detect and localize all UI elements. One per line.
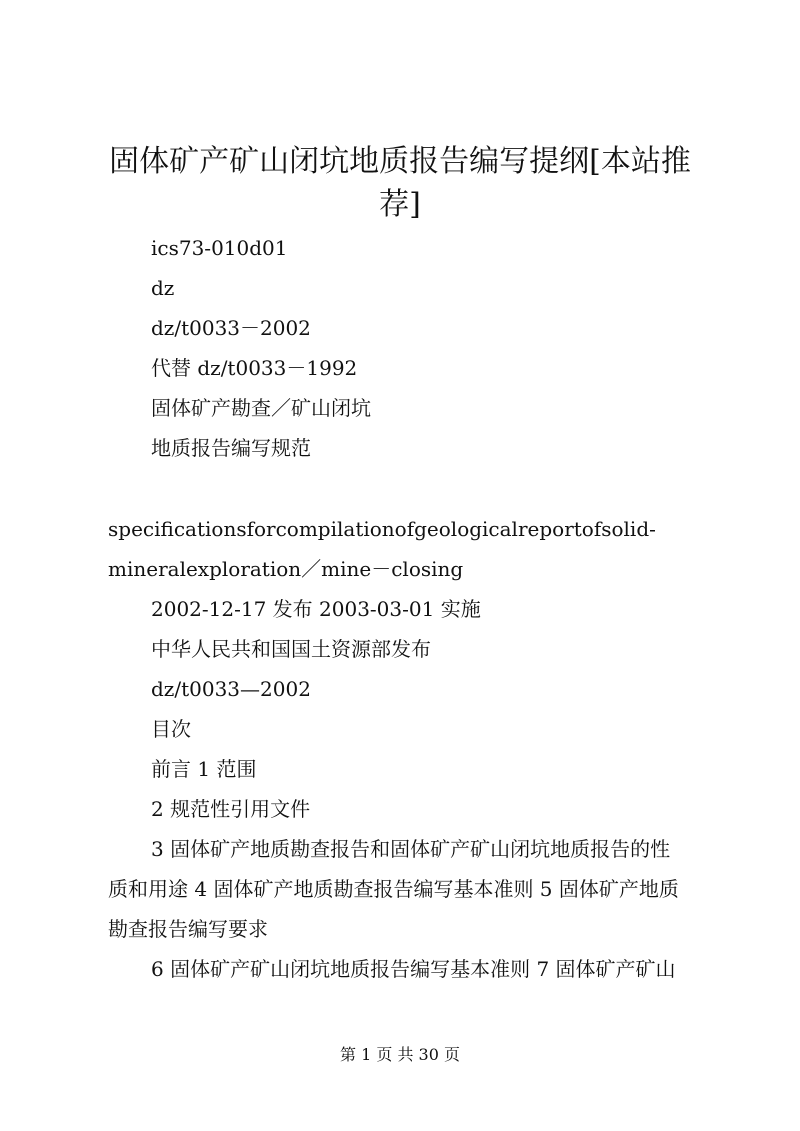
- toc-line-4: 质和用途 4 固体矿产地质勘查报告编写基本准则 5 固体矿产地质: [108, 877, 679, 901]
- toc-line-6: 6 固体矿产矿山闭坑地质报告编写基本准则 7 固体矿产矿山: [151, 957, 676, 981]
- toc-line-1: 前言 1 范围: [151, 757, 257, 781]
- standard-prefix-line: dz: [151, 276, 175, 300]
- english-title-line-1: specificationsforcompilationofgeologicalreportofsolid-: [108, 517, 656, 541]
- standard-header-line: dz/t0033—2002: [151, 677, 311, 701]
- chinese-title-line-2: 地质报告编写规范: [151, 436, 311, 460]
- replaces-standard-line: 代替 dz/t0033－1992: [151, 356, 358, 380]
- toc-line-2: 2 规范性引用文件: [151, 797, 311, 821]
- standard-number-line: dz/t0033－2002: [151, 316, 311, 340]
- publish-date-line: 2002-12-17 发布 2003-03-01 实施: [151, 597, 481, 621]
- standard-code-line: ics73-010d01: [151, 236, 288, 260]
- document-title: 固体矿产矿山闭坑地质报告编写提纲[本站推荐]: [109, 144, 691, 222]
- contents-heading: 目次: [151, 717, 191, 741]
- english-title-line-2: mineralexploration／mine－closing: [108, 557, 464, 581]
- page-number: 第 1 页 共 30 页: [340, 1045, 460, 1064]
- issuing-authority-line: 中华人民共和国国土资源部发布: [151, 637, 431, 661]
- toc-line-3: 3 固体矿产地质勘查报告和固体矿产矿山闭坑地质报告的性: [151, 837, 671, 861]
- toc-line-5: 勘查报告编写要求: [108, 917, 268, 941]
- chinese-title-line-1: 固体矿产勘查／矿山闭坑: [151, 396, 371, 420]
